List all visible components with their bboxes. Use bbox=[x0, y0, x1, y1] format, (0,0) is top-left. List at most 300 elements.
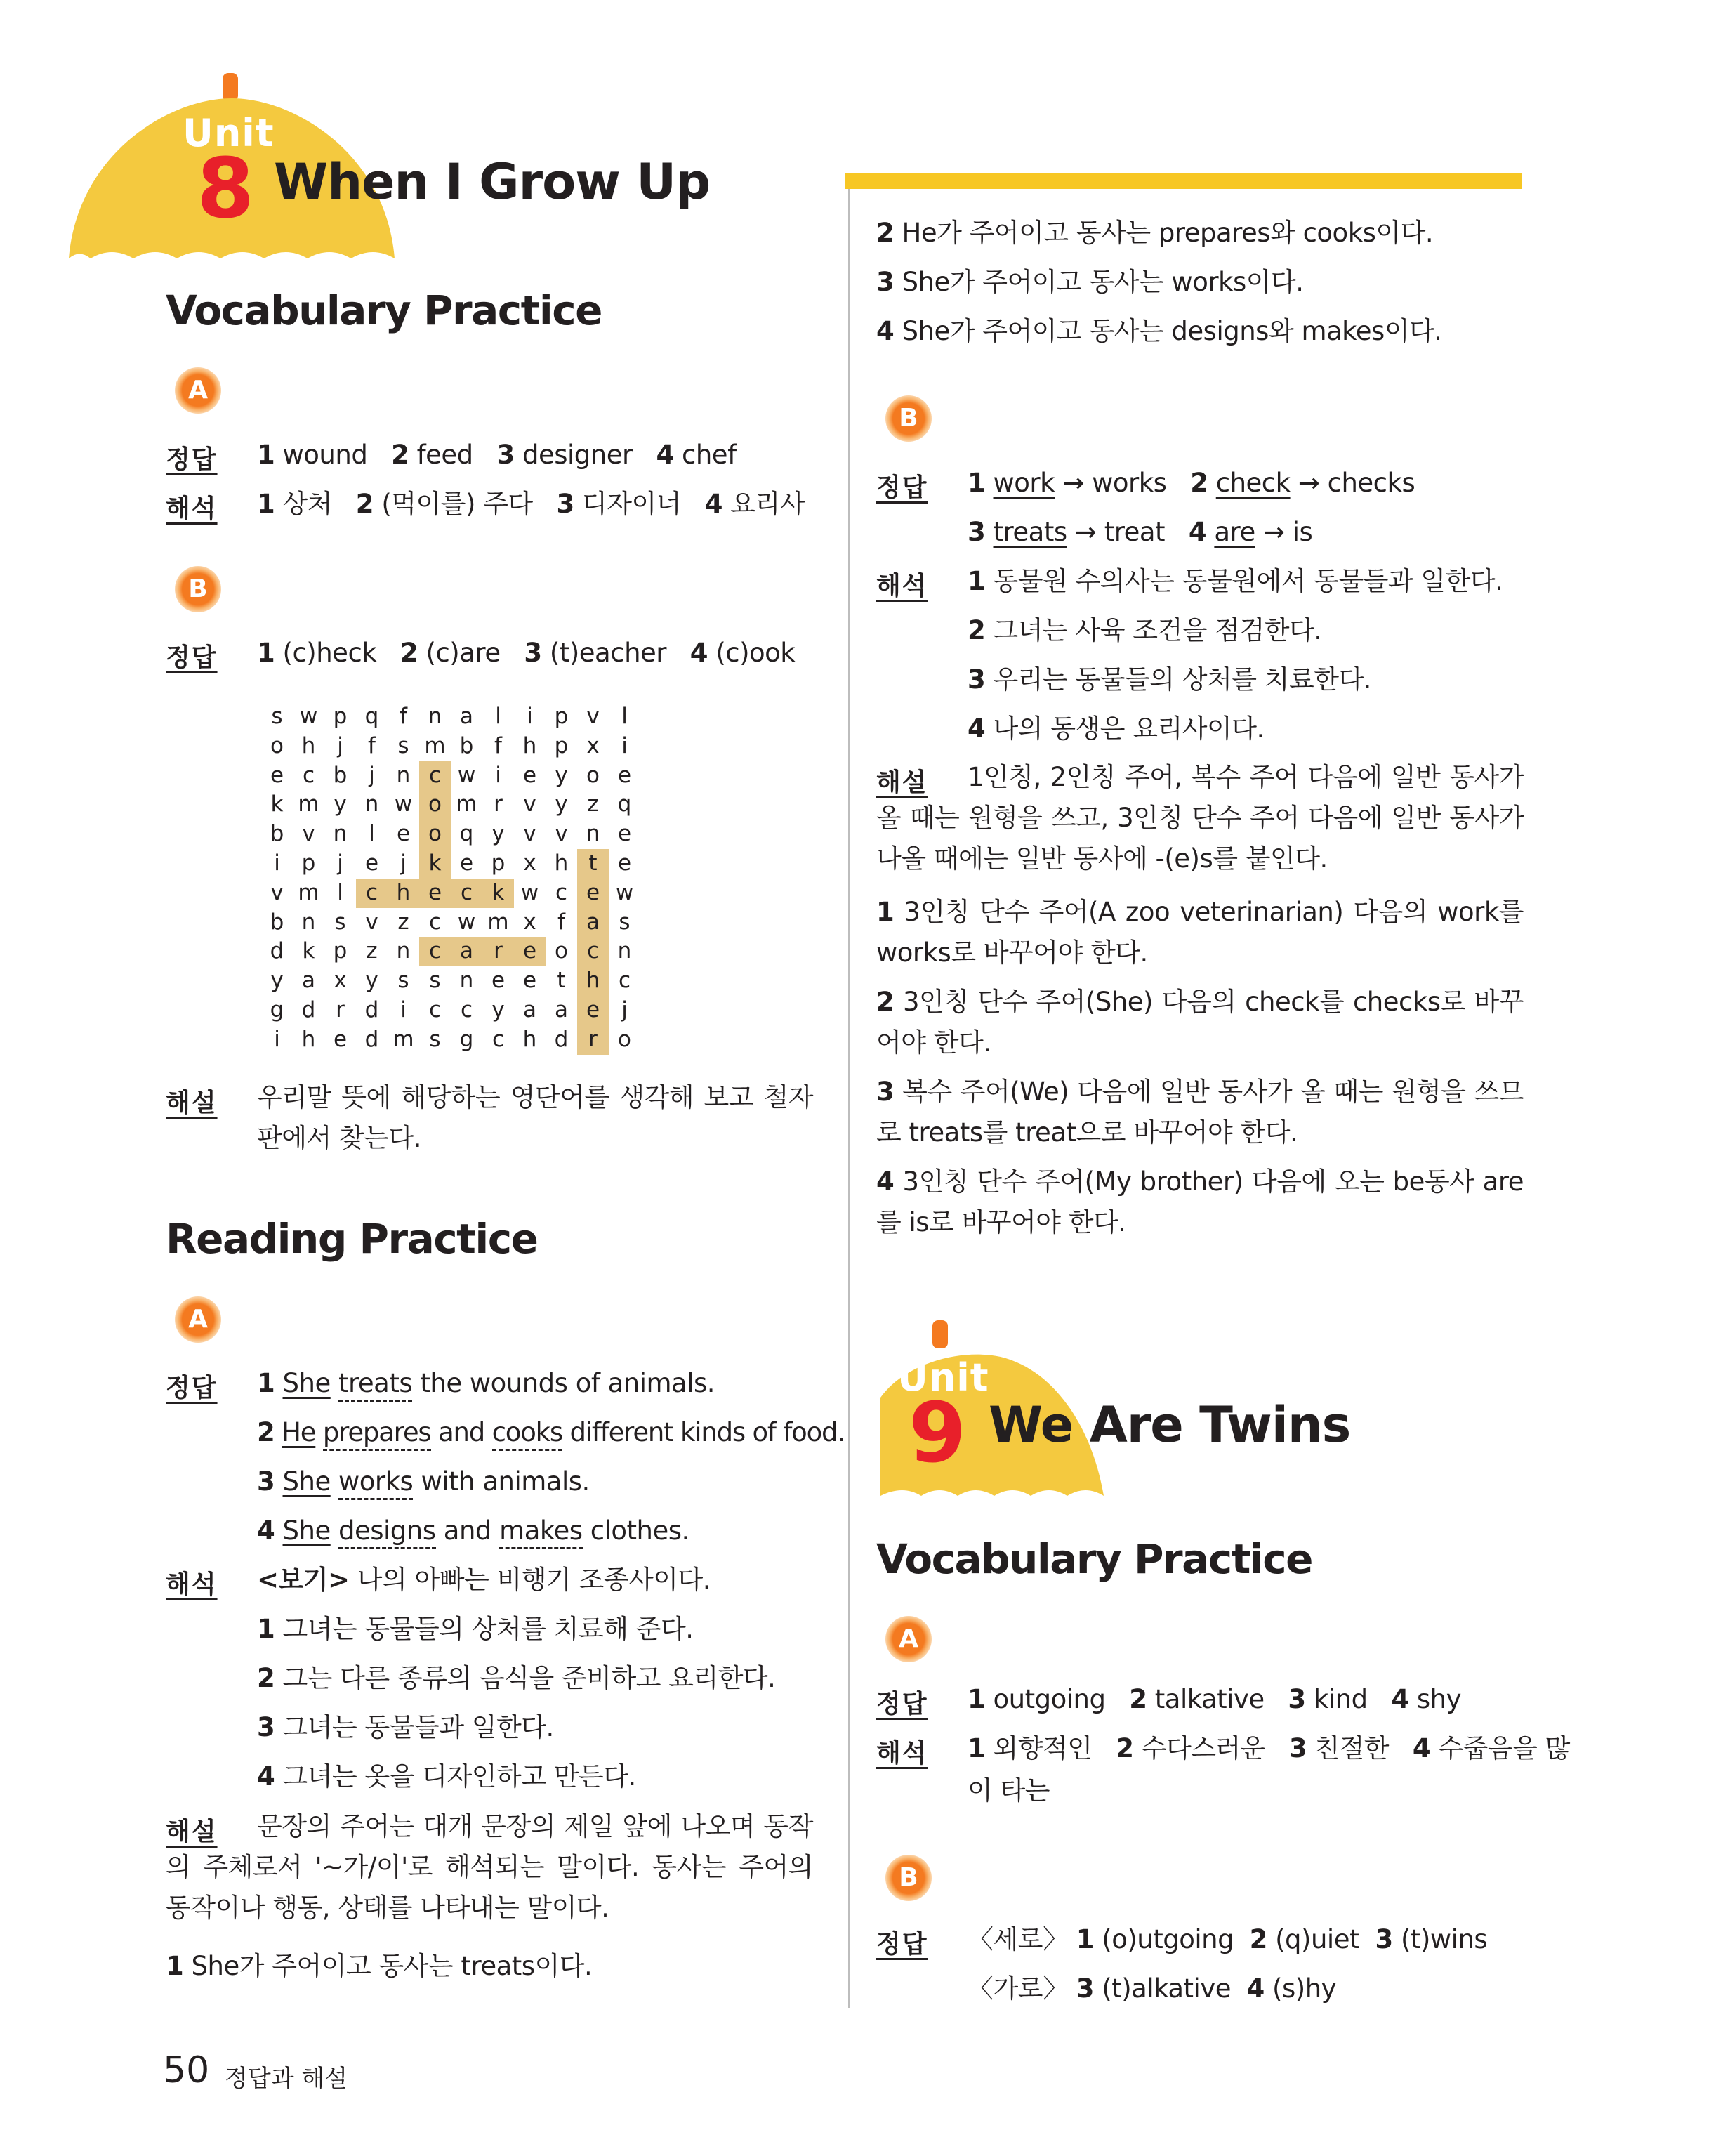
grid-letter: f bbox=[368, 732, 376, 758]
grid-letter: n bbox=[396, 938, 411, 964]
vocab8-a-answer bbox=[257, 440, 737, 471]
grid-letter: c bbox=[491, 1026, 505, 1052]
grid-letter: q bbox=[364, 704, 379, 729]
answer-word: (c)ook bbox=[715, 638, 796, 668]
num: 1 bbox=[1076, 1924, 1094, 1954]
grid-letter: a bbox=[555, 997, 568, 1023]
arrow-icon: → bbox=[1298, 468, 1320, 498]
grid-letter: v bbox=[523, 821, 536, 847]
grid-letter: x bbox=[523, 909, 536, 935]
grid-letter: s bbox=[397, 968, 409, 994]
grid-letter: d bbox=[270, 938, 284, 964]
grid-letter: j bbox=[621, 997, 628, 1023]
vocab9-b-answer-label: 정답 bbox=[876, 1930, 928, 1959]
grid-letter: q bbox=[617, 791, 632, 817]
grid-letter: a bbox=[302, 968, 315, 994]
grid-letter: m bbox=[298, 879, 319, 905]
grid-letter: b bbox=[333, 762, 348, 788]
right-word: is bbox=[1292, 517, 1313, 547]
vocab9-a-explain-label: 해석 bbox=[876, 1739, 928, 1768]
grid-letter: z bbox=[587, 791, 599, 817]
translation: 그녀는 동물들과 일한다. bbox=[282, 1712, 554, 1742]
answer-word: talkative bbox=[1154, 1684, 1265, 1714]
grid-letter: e bbox=[270, 762, 284, 788]
grid-letter: p bbox=[333, 704, 348, 729]
vocab9-a-explain-line1 bbox=[968, 1733, 1570, 1764]
vocab9-a-badge: A bbox=[885, 1616, 932, 1662]
vocab8-b-answer bbox=[257, 638, 795, 669]
grid-letter: g bbox=[459, 1026, 474, 1052]
grid-letter: y bbox=[334, 791, 347, 817]
grid-letter: h bbox=[522, 1026, 537, 1052]
grid-letter: o bbox=[428, 791, 442, 817]
reading8-b-answer-label: 정답 bbox=[876, 473, 928, 502]
answer-word: shy bbox=[1416, 1684, 1462, 1714]
grid-letter: z bbox=[366, 938, 378, 964]
num: 3 bbox=[968, 517, 986, 547]
num: 4 bbox=[656, 440, 674, 470]
verb: treats bbox=[338, 1368, 412, 1402]
grid-letter: v bbox=[523, 791, 536, 817]
num: 2 bbox=[1129, 1684, 1147, 1714]
reading8-b-translation-3 bbox=[968, 664, 1371, 695]
vocab9-b-vertical bbox=[968, 1924, 1487, 1955]
reading8-a-answer-3 bbox=[257, 1466, 590, 1497]
answer-word: chef bbox=[682, 440, 737, 470]
grid-letter: k bbox=[302, 938, 315, 964]
num: 1 bbox=[876, 897, 895, 927]
answer-word: (c)are bbox=[425, 638, 501, 668]
verb: designs bbox=[338, 1516, 436, 1549]
reading8-heading: Reading Practice bbox=[166, 1215, 538, 1263]
grid-letter: c bbox=[302, 762, 315, 788]
grid-letter: i bbox=[621, 732, 628, 758]
unit-label: Unit bbox=[897, 1355, 989, 1400]
unit8-header bbox=[63, 70, 711, 281]
num: 3 bbox=[556, 489, 574, 519]
grid-letter: p bbox=[554, 704, 569, 729]
grid-letter: w bbox=[394, 791, 413, 817]
grid-letter: a bbox=[460, 938, 473, 964]
rest: different kinds of food. bbox=[562, 1417, 845, 1447]
vocab9-heading: Vocabulary Practice bbox=[876, 1535, 1312, 1583]
reading8-b-note-2 bbox=[876, 982, 1524, 1063]
num: 1 bbox=[968, 566, 986, 596]
accent-bar bbox=[845, 173, 1522, 189]
grid-letter: o bbox=[586, 762, 600, 788]
unit-number: 9 bbox=[909, 1384, 967, 1481]
translation: 나의 동생은 요리사이다. bbox=[993, 714, 1265, 744]
grid-letter: b bbox=[270, 821, 284, 847]
right-word: works bbox=[1092, 468, 1167, 498]
reading8-a-translation-1 bbox=[257, 1614, 693, 1645]
mid: and bbox=[430, 1417, 492, 1447]
grid-letter: c bbox=[586, 938, 600, 964]
num: 1 bbox=[257, 1614, 275, 1644]
grid-letter: p bbox=[333, 938, 348, 964]
answer-word: outgoing bbox=[993, 1684, 1106, 1714]
vocab9-a-answer bbox=[968, 1684, 1461, 1715]
vocab9-a-answer-label: 정답 bbox=[876, 1690, 928, 1718]
answer-word: (s)hy bbox=[1272, 1973, 1337, 2004]
answer-word: feed bbox=[416, 440, 473, 470]
grid-letter: r bbox=[336, 997, 345, 1023]
grid-letter: e bbox=[522, 762, 537, 788]
grid-letter: r bbox=[494, 938, 503, 964]
reading8-b-note-text: 1인칭, 2인칭 주어, 복수 주어 다음에 일반 동사가 올 때는 원형을 쓰고, 3인칭 단수 주어 다음에 일반 동사가 나올 때에는 일반 동사에 -(e)s를 붙인다. bbox=[876, 762, 1524, 874]
grid-letter: p bbox=[491, 850, 506, 876]
reading8-a-note-2 bbox=[876, 218, 1433, 249]
wrong-word: work bbox=[993, 468, 1055, 498]
num: 3 bbox=[876, 1077, 895, 1107]
grid-letter: n bbox=[459, 968, 474, 994]
vocab8-a-explain bbox=[257, 489, 805, 520]
grid-letter: s bbox=[334, 909, 346, 935]
translation: 동물원 수의사는 동물원에서 동물들과 일한다. bbox=[993, 566, 1503, 596]
num: 2 bbox=[876, 987, 895, 1017]
num: 2 bbox=[1190, 468, 1208, 498]
grid-letter: a bbox=[523, 997, 536, 1023]
num: 3 bbox=[496, 440, 515, 470]
rest: clothes. bbox=[582, 1516, 689, 1546]
vocab8-heading: Vocabulary Practice bbox=[166, 287, 602, 334]
grid-letter: r bbox=[588, 1026, 598, 1052]
grid-letter: p bbox=[301, 850, 316, 876]
grid-letter: j bbox=[337, 850, 343, 876]
grid-letter: f bbox=[400, 704, 407, 729]
grid-letter: j bbox=[337, 732, 343, 758]
reading8-a-translation-4 bbox=[257, 1761, 636, 1792]
num: 1 bbox=[257, 1368, 275, 1398]
grid-letter: k bbox=[270, 791, 284, 817]
reading8-a-note-1 bbox=[166, 1951, 592, 1982]
wrong-word: check bbox=[1215, 468, 1291, 498]
reading8-b-answer-line1 bbox=[968, 468, 1415, 499]
num: 3 bbox=[257, 1466, 275, 1497]
num: 3 bbox=[1288, 1684, 1306, 1714]
grid-letter: h bbox=[301, 1026, 316, 1052]
grid-letter: f bbox=[494, 732, 502, 758]
grid-letter: l bbox=[621, 704, 628, 729]
reading8-a-note-label: 해설 bbox=[166, 1818, 218, 1846]
note: 3인칭 단수 주어(A zoo veterinarian) 다음의 work를 works로 바꾸어야 한다. bbox=[876, 897, 1524, 968]
wrong-word: treats bbox=[993, 517, 1067, 547]
num: 4 bbox=[876, 316, 895, 346]
translation: 그녀는 사육 조건을 점검한다. bbox=[993, 615, 1322, 645]
grid-letter: v bbox=[302, 821, 315, 847]
num: 4 bbox=[1391, 1684, 1409, 1714]
grid-letter: i bbox=[527, 704, 533, 729]
grid-letter: y bbox=[555, 791, 568, 817]
num: 2 bbox=[876, 218, 895, 248]
grid-letter: e bbox=[428, 879, 442, 905]
mid: and bbox=[435, 1516, 500, 1546]
grid-letter: e bbox=[333, 1026, 348, 1052]
grid-letter: n bbox=[333, 821, 348, 847]
grid-letter: s bbox=[429, 968, 441, 994]
num: 2 bbox=[355, 489, 374, 519]
note: 3인칭 단수 주어(My brother) 다음에 오는 be동사 are를 is로 바꾸어야 한다. bbox=[876, 1166, 1524, 1237]
grid-letter: d bbox=[554, 1026, 569, 1052]
grid-letter: b bbox=[459, 732, 474, 758]
explain-word: 디자이너 bbox=[581, 489, 681, 519]
reading8-b-note-label: 해설 bbox=[876, 768, 928, 797]
note: He가 주어이고 동사는 prepares와 cooks이다. bbox=[902, 218, 1434, 248]
grid-letter: n bbox=[301, 909, 316, 935]
reading8-a-note-3 bbox=[876, 267, 1304, 298]
vocab8-b-explain-label: 해설 bbox=[166, 1089, 218, 1117]
grid-letter: i bbox=[400, 997, 407, 1023]
num: 3 bbox=[1375, 1924, 1393, 1954]
grid-letter: k bbox=[428, 850, 442, 876]
grid-letter: j bbox=[369, 762, 375, 788]
subject: She bbox=[282, 1466, 331, 1497]
reading8-a-translation-2 bbox=[257, 1663, 775, 1694]
grid-letter: a bbox=[586, 909, 600, 935]
grid-letter: r bbox=[494, 791, 503, 817]
grid-letter: e bbox=[617, 850, 632, 876]
num: 3 bbox=[1288, 1733, 1307, 1763]
num: 2 bbox=[1249, 1924, 1267, 1954]
column-divider bbox=[848, 189, 850, 2008]
grid-letter: e bbox=[396, 821, 411, 847]
grid-letter: x bbox=[334, 968, 347, 994]
right-word: treat bbox=[1104, 517, 1166, 547]
grid-letter: e bbox=[522, 938, 537, 964]
grid-letter: i bbox=[495, 762, 501, 788]
num: 4 bbox=[257, 1516, 275, 1546]
example-text: 나의 아빠는 비행기 조종사이다. bbox=[349, 1565, 711, 1595]
grid-letter: y bbox=[365, 968, 378, 994]
grid-letter: h bbox=[586, 968, 600, 994]
num: 4 bbox=[1246, 1973, 1265, 2004]
right-word: checks bbox=[1327, 468, 1415, 498]
grid-letter: v bbox=[586, 704, 600, 729]
reading8-a-badge: A bbox=[175, 1296, 221, 1343]
note: 3인칭 단수 주어(She) 다음의 check를 checks로 바꾸어야 한다. bbox=[876, 987, 1524, 1058]
explain-word: 친절한 bbox=[1314, 1733, 1390, 1763]
translation: 그녀는 동물들의 상처를 치료해 준다. bbox=[282, 1614, 694, 1644]
explain-word: 수줍음을 많 bbox=[1438, 1733, 1570, 1763]
grid-letter: s bbox=[397, 732, 409, 758]
grid-letter: v bbox=[555, 821, 568, 847]
answer-word: (q)uiet bbox=[1275, 1924, 1359, 1954]
grid-letter: m bbox=[298, 791, 319, 817]
grid-letter: t bbox=[588, 850, 598, 876]
grid-letter: p bbox=[554, 732, 569, 758]
num: 2 bbox=[968, 615, 986, 645]
reading8-a-answer-label: 정답 bbox=[166, 1374, 218, 1402]
grid-letter: m bbox=[456, 791, 477, 817]
reading8-b-translation-2 bbox=[968, 615, 1321, 646]
translation: 그는 다른 종류의 음식을 준비하고 요리한다. bbox=[282, 1663, 776, 1693]
grid-letter: e bbox=[617, 821, 632, 847]
rest: with animals. bbox=[413, 1466, 590, 1497]
rest: the wounds of animals. bbox=[412, 1368, 715, 1398]
num: 3 bbox=[1076, 1973, 1094, 2004]
num: 1 bbox=[166, 1951, 184, 1981]
grid-letter: k bbox=[491, 879, 505, 905]
num: 4 bbox=[257, 1761, 275, 1792]
grid-letter: c bbox=[428, 997, 442, 1023]
grid-letter: o bbox=[270, 732, 284, 758]
subject: She bbox=[282, 1368, 331, 1398]
subject: He bbox=[282, 1417, 316, 1447]
translation: 그녀는 옷을 디자인하고 만든다. bbox=[282, 1761, 636, 1792]
num: 3 bbox=[968, 664, 986, 695]
grid-letter: y bbox=[555, 762, 568, 788]
reading8-a-note-4 bbox=[876, 316, 1442, 347]
unit-title: When I Grow Up bbox=[274, 153, 711, 211]
arrow-icon: → bbox=[1062, 468, 1084, 498]
grid-letter: v bbox=[365, 909, 378, 935]
grid-letter: d bbox=[301, 997, 316, 1023]
grid-letter: m bbox=[487, 909, 509, 935]
grid-letter: h bbox=[522, 732, 537, 758]
grid-letter: c bbox=[618, 968, 631, 994]
grid-letter: c bbox=[428, 938, 442, 964]
num: 4 bbox=[968, 714, 986, 744]
num: 2 bbox=[257, 1417, 275, 1447]
grid-letter: s bbox=[271, 704, 283, 729]
num: 2 bbox=[391, 440, 409, 470]
grid-letter: o bbox=[428, 821, 442, 847]
grid-letter: w bbox=[457, 909, 476, 935]
grid-letter: e bbox=[586, 879, 600, 905]
unit-number: 8 bbox=[197, 140, 255, 237]
horizontal-tag: 〈가로〉 bbox=[968, 1973, 1069, 2004]
grid-letter: d bbox=[364, 997, 379, 1023]
reading8-b-badge: B bbox=[885, 395, 932, 442]
grid-letter: n bbox=[364, 791, 379, 817]
reading8-b-translation-4 bbox=[968, 714, 1265, 744]
reading8-a-explain-label: 해석 bbox=[166, 1570, 218, 1599]
num: 2 bbox=[400, 638, 418, 668]
grid-letter: f bbox=[557, 909, 565, 935]
answer-word: wound bbox=[282, 440, 368, 470]
answer-word: (c)heck bbox=[282, 638, 377, 668]
grid-letter: w bbox=[457, 762, 476, 788]
num: 4 bbox=[876, 1166, 895, 1197]
answer-word: (t)eacher bbox=[549, 638, 666, 668]
grid-letter: l bbox=[337, 879, 343, 905]
note: She가 주어이고 동사는 treats이다. bbox=[191, 1951, 593, 1981]
grid-letter: e bbox=[364, 850, 379, 876]
grid-letter: d bbox=[364, 1026, 379, 1052]
reading8-b-note-4 bbox=[876, 1162, 1524, 1243]
grid-letter: l bbox=[369, 821, 375, 847]
grid-letter: z bbox=[397, 909, 409, 935]
verb: works bbox=[338, 1466, 413, 1500]
reading8-a-note-text: 문장의 주어는 대개 문장의 제일 앞에 나오며 동작의 주체로서 '~가/이'로 해석되는 말이다. 동사는 주어의 동작이나 행동, 상태를 나타내는 말이다. bbox=[166, 1811, 813, 1923]
grid-letter: c bbox=[460, 879, 473, 905]
num: 1 bbox=[257, 638, 275, 668]
grid-letter: y bbox=[491, 997, 505, 1023]
grid-letter: h bbox=[554, 850, 569, 876]
arrow-icon: → bbox=[1262, 517, 1285, 547]
num: 4 bbox=[704, 489, 722, 519]
grid-letter: n bbox=[617, 938, 632, 964]
grid-letter: e bbox=[617, 762, 632, 788]
subject: She bbox=[282, 1516, 331, 1546]
vocab9-a-explain-line2: 이 타는 bbox=[968, 1775, 1050, 1806]
grid-letter: c bbox=[428, 909, 442, 935]
unit9-header bbox=[878, 1320, 1510, 1510]
reading8-b-explain-label: 해석 bbox=[876, 572, 928, 600]
explain-word: 요리사 bbox=[730, 489, 805, 519]
grid-letter: m bbox=[424, 732, 446, 758]
grid-letter: x bbox=[586, 732, 600, 758]
grid-letter: t bbox=[557, 968, 566, 994]
vertical-tag: 〈세로〉 bbox=[968, 1924, 1069, 1954]
verb: prepares bbox=[323, 1417, 431, 1451]
note: She가 주어이고 동사는 designs와 makes이다. bbox=[902, 316, 1442, 346]
translation: 우리는 동물들의 상처를 치료한다. bbox=[993, 664, 1371, 695]
answer-word: designer bbox=[522, 440, 633, 470]
grid-letter: q bbox=[459, 821, 474, 847]
note: 복수 주어(We) 다음에 일반 동사가 올 때는 원형을 쓰므로 treats를 treat으로 바꾸어야 한다. bbox=[876, 1077, 1524, 1148]
num: 1 bbox=[257, 440, 275, 470]
verb: makes bbox=[499, 1516, 582, 1549]
grid-letter: e bbox=[459, 850, 474, 876]
grid-letter: c bbox=[365, 879, 378, 905]
page-number: 50 bbox=[163, 2049, 210, 2091]
num: 2 bbox=[257, 1663, 275, 1693]
reading8-b-translation-1 bbox=[968, 566, 1503, 597]
num: 3 bbox=[257, 1712, 275, 1742]
grid-letter: e bbox=[586, 997, 600, 1023]
verb: cooks bbox=[492, 1417, 562, 1451]
grid-letter: i bbox=[274, 1026, 280, 1052]
vocab8-b-explain-text: 우리말 뜻에 해당하는 영단어를 생각해 보고 철자판에서 찾는다. bbox=[257, 1082, 813, 1153]
reading8-b-answer-line2 bbox=[968, 517, 1312, 548]
grid-letter: s bbox=[619, 909, 631, 935]
grid-letter: w bbox=[299, 704, 318, 729]
vocab8-b-badge: B bbox=[175, 566, 221, 612]
answer-word: kind bbox=[1313, 1684, 1368, 1714]
grid-letter: g bbox=[270, 997, 284, 1023]
grid-letter: y bbox=[491, 821, 505, 847]
explain-word: (먹이를) 주다 bbox=[381, 489, 533, 519]
grid-letter: h bbox=[396, 879, 411, 905]
num: 4 bbox=[689, 638, 708, 668]
answer-word: (o)utgoing bbox=[1102, 1924, 1234, 1954]
wrong-word: are bbox=[1214, 517, 1255, 547]
vocab8-a-badge: A bbox=[175, 367, 221, 414]
reading8-a-answer-4 bbox=[257, 1516, 689, 1546]
grid-letter: b bbox=[270, 909, 284, 935]
answer-word: (t)alkative bbox=[1102, 1973, 1231, 2004]
num: 1 bbox=[257, 489, 275, 519]
grid-letter: x bbox=[523, 850, 536, 876]
vocab8-b-answer-label: 정답 bbox=[166, 643, 218, 672]
unit-title: We Are Twins bbox=[989, 1396, 1351, 1454]
grid-letter: w bbox=[520, 879, 539, 905]
grid-letter: c bbox=[555, 879, 568, 905]
explain-word: 외향적인 bbox=[993, 1733, 1093, 1763]
grid-letter: o bbox=[618, 1026, 631, 1052]
num: 1 bbox=[968, 468, 986, 498]
num: 3 bbox=[876, 267, 895, 297]
vocab9-b-horizontal bbox=[968, 1973, 1336, 2004]
explain-word: 상처 bbox=[282, 489, 332, 519]
grid-letter: c bbox=[428, 762, 442, 788]
num: 1 bbox=[968, 1684, 986, 1714]
num: 2 bbox=[1116, 1733, 1134, 1763]
grid-letter: n bbox=[428, 704, 442, 729]
grid-letter: l bbox=[495, 704, 501, 729]
reading8-a-answer-1 bbox=[257, 1368, 715, 1399]
